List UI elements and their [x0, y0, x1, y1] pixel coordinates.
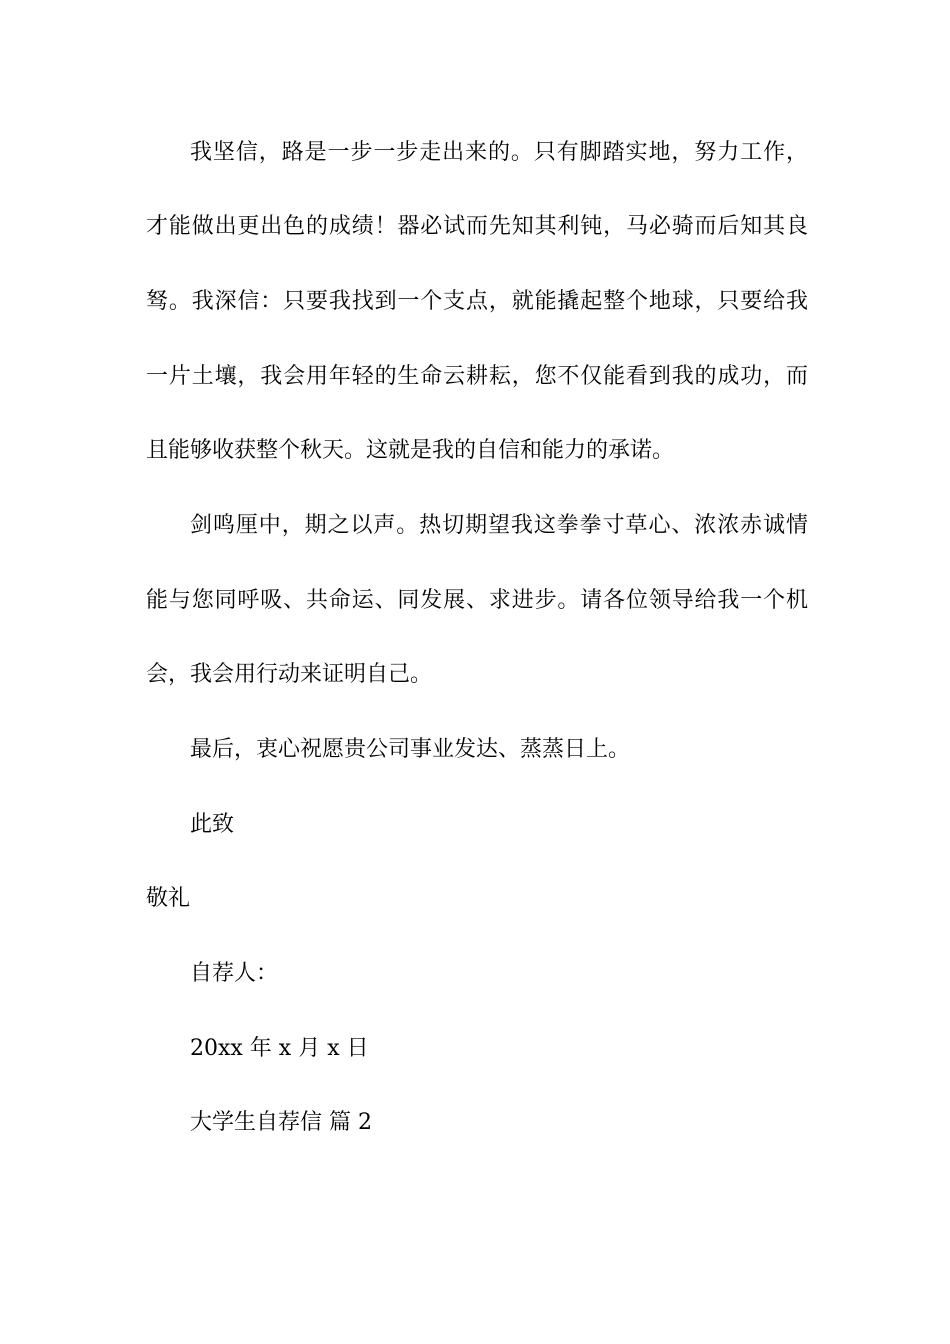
salutation-ci-zhi: 此致	[190, 812, 235, 837]
closing-wish: 最后，衷心祝愿贵公司事业发达、蒸蒸日上。	[190, 737, 631, 762]
paragraph-1-line-5: 且能够收获整个秋天。这就是我的自信和能力的承诺。	[146, 438, 675, 463]
salutation-jing-li: 敬礼	[146, 886, 191, 911]
paragraph-1-line-1: 我坚信，路是一步一步走出来的。只有脚踏实地，努力工作，	[190, 140, 808, 165]
paragraph-2-line-2: 能与您同呼吸、共命运、同发展、求进步。请各位领导给我一个机	[146, 588, 808, 613]
paragraph-1-line-2: 才能做出更出色的成绩！器必试而先知其利钝，马必骑而后知其良	[146, 214, 808, 239]
paragraph-1-line-3: 驽。我深信：只要我找到一个支点，就能撬起整个地球，只要给我	[146, 289, 808, 314]
section-title: 大学生自荐信 篇 2	[190, 1110, 372, 1135]
letter-date: 20xx 年 x 月 x 日	[190, 1036, 369, 1061]
paragraph-2-line-3: 会，我会用行动来证明自己。	[146, 662, 433, 687]
paragraph-1-line-4: 一片土壤，我会用年轻的生命云耕耘，您不仅能看到我的成功，而	[146, 364, 808, 389]
paragraph-2-line-1: 剑鸣厘中，期之以声。热切期望我这拳拳寸草心、浓浓赤诚情	[190, 513, 808, 538]
signature-label: 自荐人：	[190, 961, 279, 986]
